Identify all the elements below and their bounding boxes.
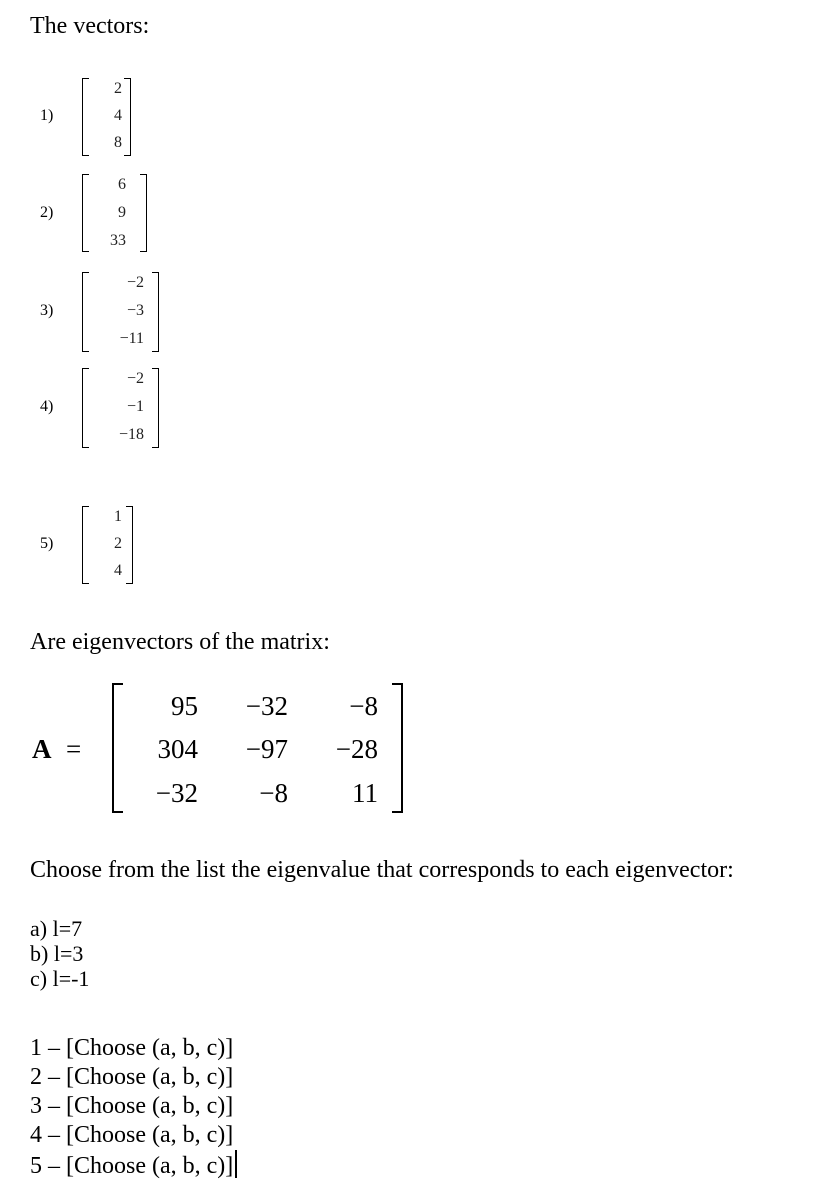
vector-entry: −11: [119, 330, 144, 347]
vector-entry: 4: [114, 562, 122, 579]
vector-entry: −1: [126, 398, 144, 415]
vector-entry: 1: [114, 508, 122, 525]
option-b: b) l=3: [30, 941, 84, 966]
vector-entry: −2: [126, 370, 144, 387]
matrix-cell: −8: [349, 691, 378, 721]
left-bracket: [82, 506, 89, 584]
answer-2[interactable]: 2 – [Choose (a, b, c)]: [30, 1064, 234, 1090]
vector-entry: 8: [114, 134, 122, 151]
matrix-cell: −97: [245, 734, 288, 764]
matrix-intro-text: Are eigenvectors of the matrix:: [30, 629, 330, 655]
matrix-name: A: [32, 734, 52, 764]
question-text: Choose from the list the eigenvalue that corresponds to each eigenvector:: [30, 857, 734, 883]
vector-label: 4): [40, 398, 54, 415]
left-bracket: [82, 174, 89, 252]
answer-4[interactable]: 4 – [Choose (a, b, c)]: [30, 1122, 234, 1148]
left-bracket: [82, 272, 89, 352]
right-bracket: [140, 174, 147, 252]
vector-label: 5): [40, 535, 54, 552]
matrix-cell: −28: [335, 734, 378, 764]
vector-entry: 33: [110, 232, 126, 249]
left-bracket: [82, 78, 89, 156]
intro-text: The vectors:: [30, 13, 150, 39]
vector-entry: 2: [114, 535, 122, 552]
matrix-cell: −8: [259, 778, 288, 808]
left-bracket: [82, 368, 89, 448]
text-cursor: [235, 1150, 237, 1178]
vector-entry: −18: [118, 426, 144, 443]
matrix-left-bracket: [112, 683, 123, 813]
vector-entry: −3: [126, 302, 144, 319]
right-bracket: [152, 368, 159, 448]
matrix-cell: −32: [245, 691, 288, 721]
vector-label: 2): [40, 204, 54, 221]
vector-label: 1): [40, 107, 54, 124]
answers-list: [30, 1034, 237, 1181]
vector-entry: 2: [114, 80, 122, 97]
options-list: [30, 916, 89, 991]
matrix-right-bracket: [392, 683, 403, 813]
matrix-cell: 11: [352, 778, 378, 808]
answer-5[interactable]: 5 – [Choose (a, b, c)]: [30, 1153, 234, 1179]
matrix-cell: −32: [155, 778, 198, 808]
right-bracket: [124, 78, 131, 156]
vector-entry: −2: [126, 274, 144, 291]
vector-entry: 6: [118, 176, 126, 193]
equals-sign: =: [66, 734, 82, 764]
vector-label: 3): [40, 302, 54, 319]
right-bracket: [126, 506, 133, 584]
option-a: a) l=7: [30, 916, 83, 941]
matrix-cell: 304: [157, 734, 198, 764]
option-c: c) l=-1: [30, 966, 90, 991]
answer-1[interactable]: 1 – [Choose (a, b, c)]: [30, 1035, 234, 1061]
answer-3[interactable]: 3 – [Choose (a, b, c)]: [30, 1093, 234, 1119]
right-bracket: [152, 272, 159, 352]
vector-entry: 4: [114, 107, 122, 124]
matrix-cell: 95: [171, 691, 198, 721]
vector-entry: 9: [118, 204, 126, 221]
